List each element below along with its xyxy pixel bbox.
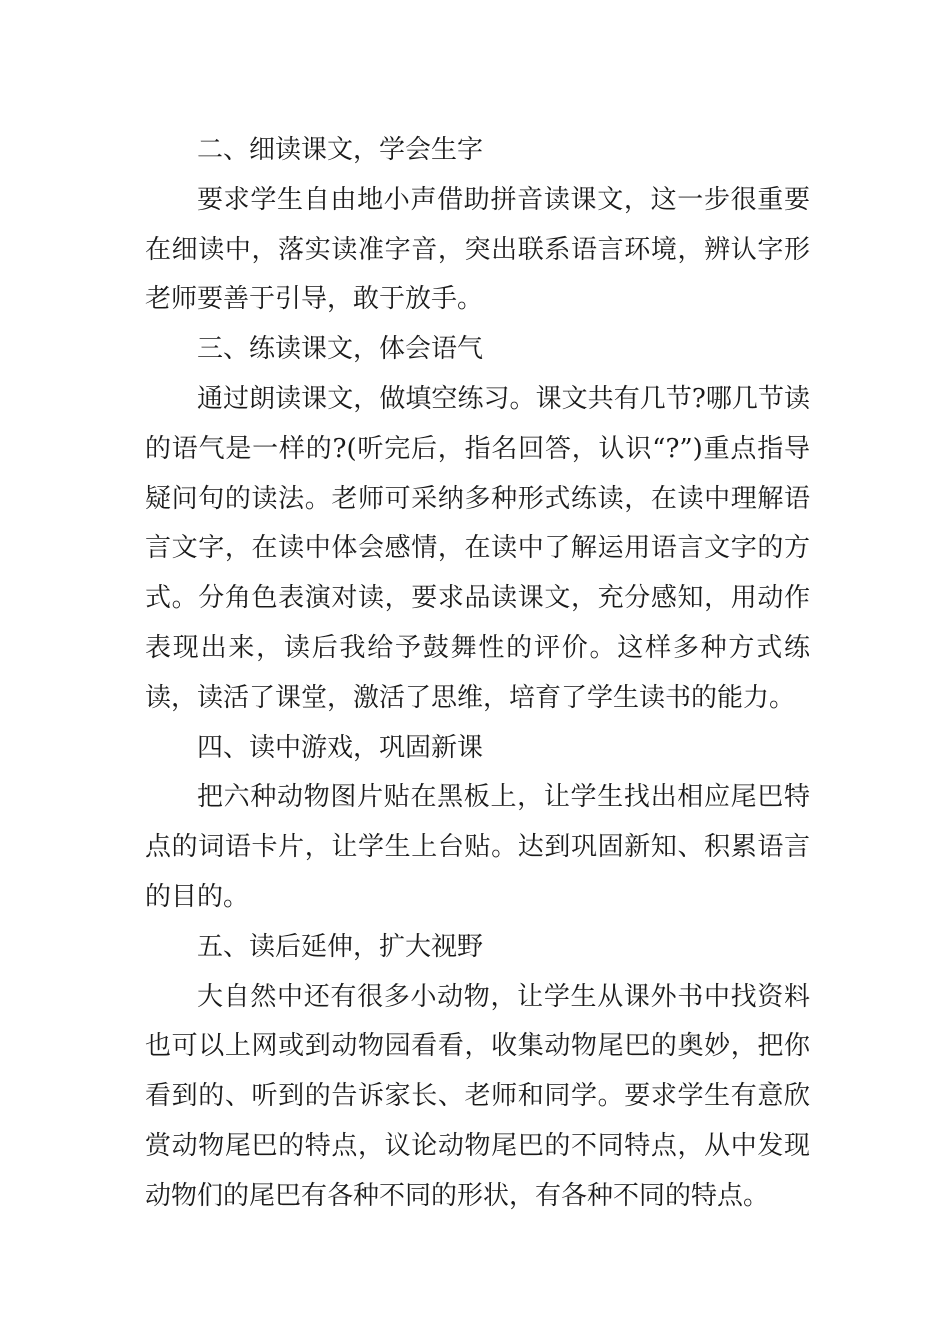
section-paragraph-3: 通过朗读课文，做填空练习。课文共有几节?哪几节读的语气是一样的?(听完后，指名回答，认识“?”)重点指导疑问句的读法。老师可采纳多种形式练读，在读中理解语言文字，在读中体会感情，在读中了解运用语言文字的方式。分角色表演对读，要求品读课文，充分感知，用动作表现出来，读后我给予鼓舞性的评价。这样多种方式练读，读活了课堂，激活了思维，培育了学生读书的能力。	[145, 383, 810, 713]
section-heading-5: 五、读后延伸，扩大视野	[197, 931, 484, 962]
section-paragraph-2: 要求学生自由地小声借助拼音读课文，这一步很重要在细读中，落实读准字音，突出联系语言环境，辨认字形老师要善于引导，敢于放手。	[145, 184, 810, 315]
document-body	[145, 126, 810, 1222]
section-heading-4: 四、读中游戏，巩固新课	[197, 732, 484, 763]
section-heading-3: 三、练读课文，体会语气	[197, 334, 484, 365]
section-heading-2: 二、细读课文，学会生字	[197, 135, 484, 165]
section-paragraph-4: 把六种动物图片贴在黑板上，让学生找出相应尾巴特点的词语卡片，让学生上台贴。达到巩固新知、积累语言的目的。	[145, 782, 810, 912]
section-paragraph-5: 大自然中还有很多小动物，让学生从课外书中找资料也可以上网或到动物园看看，收集动物尾巴的奥妙，把你看到的、听到的告诉家长、老师和同学。要求学生有意欣赏动物尾巴的特点，议论动物尾巴的不同特点，从中发现动物们的尾巴有各种不同的形状，有各种不同的特点。	[145, 981, 810, 1211]
